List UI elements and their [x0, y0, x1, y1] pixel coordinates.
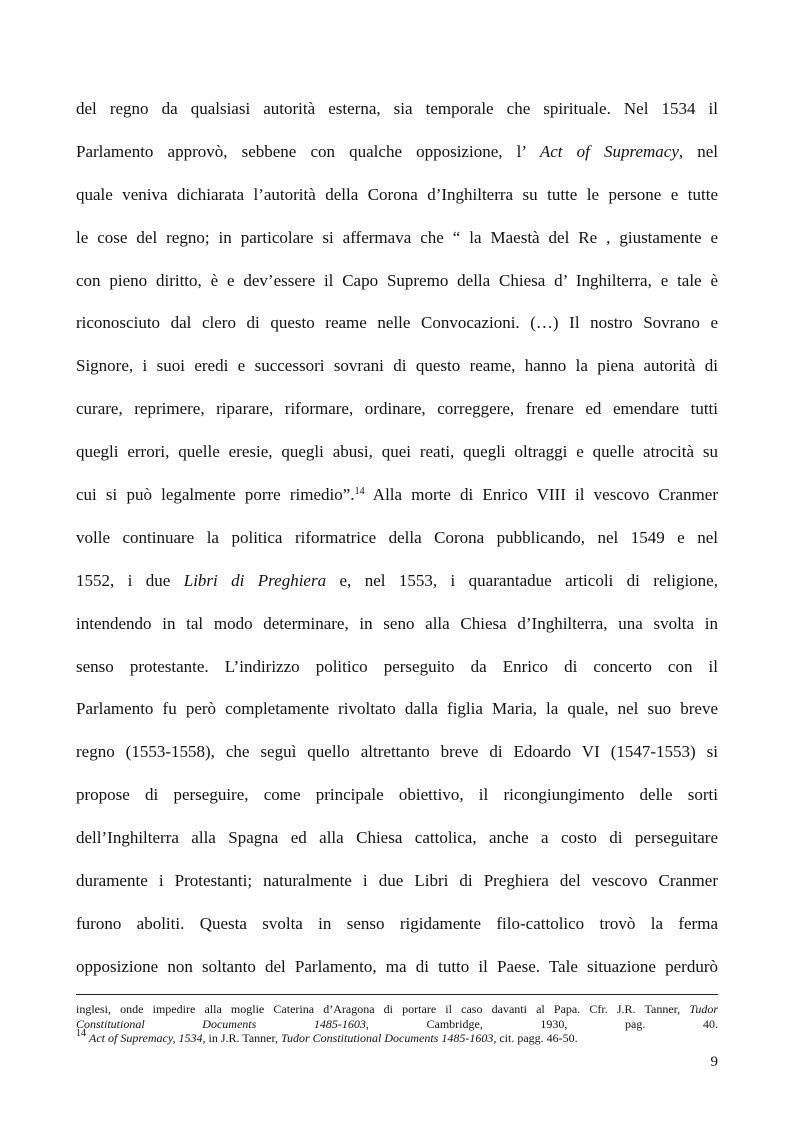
- body-line: [76, 345, 718, 388]
- text-run: , Cambridge, 1930, pag. 40.: [365, 1016, 718, 1031]
- text-run: Parlamento fu però completamente rivoltato dalla figlia Maria, la quale, nel suo breve: [76, 699, 718, 719]
- text-run: riconosciuto dal clero di questo reame nelle Convocazioni. (…) Il nostro Sovrano e: [76, 313, 718, 333]
- footnote-marker: 14: [354, 486, 365, 498]
- body-line: [76, 688, 718, 731]
- footnote-marker: 14: [76, 1028, 86, 1040]
- italic-text: Tudor: [689, 1002, 718, 1016]
- text-run: furono aboliti. Questa svolta in senso rigidamente filo-cattolico trovò la ferma: [76, 913, 718, 933]
- text-run: quegli errori, quelle eresie, quegli abusi, quei reati, quegli oltraggi e quelle atrocità su: [76, 442, 718, 462]
- text-run: propose di perseguire, come principale obiettivo, il ricongiungimento delle sorti: [76, 785, 718, 805]
- body-line: [76, 560, 718, 603]
- text-run: Alla morte di Enrico VIII il vescovo Cranmer: [364, 485, 718, 505]
- text-run: quale veniva dichiarata l’autorità della Corona d’Inghilterra su tutte le persone e tutte: [76, 184, 718, 204]
- text-run: opposizione non soltanto del Parlamento, ma di tutto il Paese. Tale situazione perdurò: [76, 956, 718, 976]
- text-run: Signore, i suoi eredi e successori sovrani di questo reame, hanno la piena autorità di: [76, 356, 718, 376]
- footnote-line: [76, 1002, 718, 1017]
- body-line: [76, 603, 718, 646]
- italic-text: Constitutional Documents 1485-1603: [76, 1016, 366, 1031]
- text-run: dell’Inghilterra alla Spagna ed alla Chiesa cattolica, anche a costo di perseguitare: [76, 828, 718, 848]
- italic-text: Act of Supremacy: [539, 141, 679, 161]
- footnote-line: [76, 1028, 718, 1046]
- text-run: , nel: [678, 141, 718, 161]
- body-line: [76, 903, 718, 946]
- body-line: [76, 860, 718, 903]
- text-run: curare, reprimere, riparare, riformare, ordinare, correggere, frenare ed emendare tutti: [76, 399, 718, 419]
- text-run: volle continuare la politica riformatrice della Corona pubblicando, nel 1549 e nel: [76, 527, 718, 547]
- body-line: [76, 646, 718, 689]
- body-line: [76, 174, 718, 217]
- body-text: [76, 88, 718, 989]
- text-run: le cose del regno; in particolare si affermava che “ la Maestà del Re , giustamente e: [76, 227, 718, 247]
- text-run: senso protestante. L’indirizzo politico perseguito da Enrico di concerto con il: [76, 656, 718, 676]
- text-run: cui si può legalmente porre rimedio”.: [76, 485, 355, 505]
- body-line: [76, 946, 718, 989]
- text-run: in J.R. Tanner,: [205, 1031, 281, 1046]
- body-line: [76, 731, 718, 774]
- body-line: [76, 431, 718, 474]
- text-run: intendendo in tal modo determinare, in seno alla Chiesa d’Inghilterra, una svolta in: [76, 613, 718, 633]
- page-number: 9: [710, 1054, 718, 1070]
- body-line: [76, 217, 718, 260]
- text-run: con pieno diritto, è e dev’essere il Capo Supremo della Chiesa d’ Inghilterra, e tale è: [76, 270, 718, 290]
- body-line: [76, 388, 718, 431]
- body-line: [76, 131, 718, 174]
- italic-text: Tudor Constitutional Documents 1485-1603: [280, 1031, 494, 1046]
- body-line: [76, 474, 718, 517]
- text-run: inglesi, onde impedire alla moglie Caterina d’Aragona di portare il caso davanti al Papa. Cfr. J.R. Tanner,: [76, 1002, 690, 1016]
- text-run: Parlamento approvò, sebbene con qualche opposizione, l’: [76, 141, 540, 161]
- text-run: 1552, i due: [76, 570, 184, 590]
- text-run: del regno da qualsiasi autorità esterna, sia temporale che spirituale. Nel 1534 il: [76, 99, 718, 118]
- footnotes: [76, 1002, 718, 1046]
- body-line: [76, 260, 718, 303]
- body-line: [76, 774, 718, 817]
- footnote-line: [76, 1017, 718, 1032]
- text-run: e, nel 1553, i quarantadue articoli di religione,: [326, 570, 718, 590]
- body-line: [76, 88, 718, 131]
- text-run: , cit. pagg. 46-50.: [493, 1031, 578, 1046]
- body-line: [76, 517, 718, 560]
- body-line: [76, 302, 718, 345]
- footnote-separator: [76, 994, 718, 995]
- italic-text: Libri di Preghiera: [183, 570, 327, 590]
- text-run: regno (1553-1558), che seguì quello altrettanto breve di Edoardo VI (1547-1553) si: [76, 742, 718, 762]
- text-run: duramente i Protestanti; naturalmente i due Libri di Preghiera del vescovo Cranmer: [76, 871, 718, 891]
- italic-text: Act of Supremacy, 1534,: [89, 1031, 206, 1046]
- body-line: [76, 817, 718, 860]
